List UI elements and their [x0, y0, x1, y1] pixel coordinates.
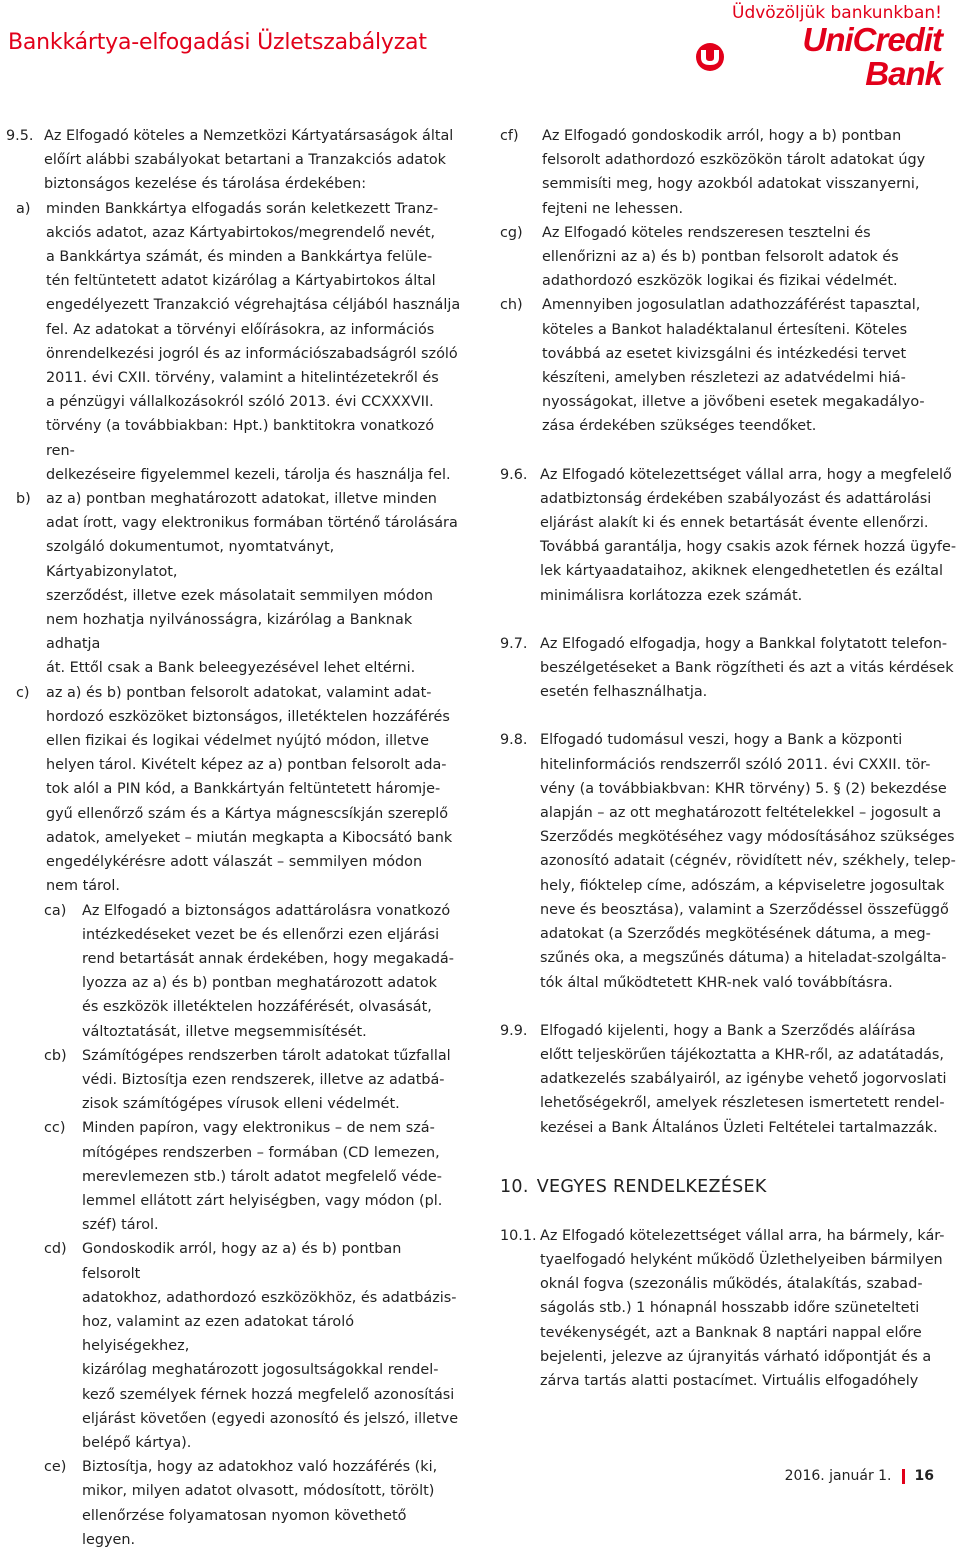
item-c	[6, 681, 464, 899]
item-label: b)	[16, 491, 31, 508]
item-b	[6, 487, 464, 681]
clause-text	[540, 463, 960, 608]
section-number: 10.	[500, 1176, 529, 1197]
item-a	[6, 197, 464, 487]
item-label: ch)	[500, 297, 523, 314]
clause-text	[540, 1019, 960, 1140]
spacer	[500, 995, 960, 1019]
spacer	[500, 1200, 960, 1224]
text-line: nem hozhatja nyilvánosságra, kizárólag a Banknak adhatja	[46, 612, 413, 653]
text-line: és eszközök illetéktelen hozzáférését, olvasását,	[82, 999, 432, 1016]
footer-date: 2016. január 1.	[784, 1468, 892, 1484]
text-line: adat írott, vagy elektronikus formában történő tárolására	[46, 515, 458, 532]
text-line: hordozó eszközöket biztonságos, illetéktelen hozzáférés	[46, 708, 450, 725]
text-line: változtatását, illetve megsemmisítését.	[82, 1023, 367, 1040]
text-line: akciós adatot, azaz Kártyabirtokos/megrendelő nevét,	[46, 224, 436, 241]
bank-logo	[692, 2, 942, 91]
text-line: adatok, amelyeket – miután megkapta a Kibocsátó bank	[46, 829, 453, 846]
item-label: cd)	[44, 1241, 67, 1258]
text-line: delkezéseire figyelemmel kezeli, tárolja és használja fel.	[46, 466, 451, 483]
text-line: tevékenységét, azt a Banknak 8 naptári nappal előre	[540, 1324, 922, 1341]
text-line: nyosságokat, illetve a jövőbeni esetek megakadályo-	[542, 394, 925, 411]
text-line: Az Elfogadó kötelezettséget vállal arra, ha bármely, kár-	[540, 1227, 945, 1244]
text-line: szerződést, illetve ezek másolatait semmilyen módon	[46, 587, 434, 604]
clause-9-6	[500, 463, 960, 608]
item-text	[82, 1044, 464, 1117]
text-line: tyaelfogadó helyként működő Üzlethelyeiben bármilyen	[540, 1251, 943, 1268]
text-line: önrendelkezési jogról és az információszabadságról szóló	[46, 345, 458, 362]
item-text	[46, 681, 464, 899]
text-line: eljárást követően (egyedi azonosító és jelszó, illetve	[82, 1410, 459, 1427]
clause-text	[540, 632, 960, 705]
item-text	[542, 221, 960, 294]
left-column	[6, 124, 464, 1552]
text-line: hely, fióktelep címe, adószám, a képviseletre jogosultak	[540, 877, 945, 894]
item-text	[46, 487, 464, 681]
text-line: továbbá az esetet kivizsgálni és intézkedési tervet	[542, 345, 907, 362]
page-number: 16	[914, 1468, 934, 1484]
spacer	[500, 704, 960, 728]
text-line: tok alól a PIN kód, a Bankkártyán feltüntetett háromje-	[46, 781, 441, 798]
text-line: előtt teljeskörűen tájékoztatta a KHR-ről, az adatátadás,	[540, 1046, 944, 1063]
text-line: Az Elfogadó köteles rendszeresen tesztelni és	[542, 224, 871, 241]
clause-10-1	[500, 1224, 960, 1393]
item-ch	[500, 293, 960, 438]
text-line: szolgáló dokumentumot, nyomtatványt, Kártyabizonylatot,	[46, 539, 335, 580]
clause-text	[540, 1224, 960, 1393]
text-line: adatkezelés szabályairól, az igénybe vehető jogorvoslati	[540, 1071, 947, 1088]
item-ca	[6, 899, 464, 1044]
item-text	[82, 899, 464, 1044]
text-line: adatokat (a Szerződés megkötésének dátuma, a meg-	[540, 926, 931, 943]
text-line: kezései a Bank Általános Üzleti Feltételei tartalmazzák.	[540, 1119, 938, 1136]
page-footer	[785, 1468, 934, 1484]
clause-9-5	[6, 124, 464, 197]
text-line: biztonságos kezelése és tárolása érdekében:	[44, 176, 367, 193]
text-line: neve és beosztása), valamint a Szerződéssel összefüggő	[540, 901, 949, 918]
text-line: Minden papíron, vagy elektronikus – de nem szá-	[82, 1120, 435, 1137]
item-text	[542, 124, 960, 221]
spacer	[500, 1140, 960, 1174]
text-line: fel. Az adatokat a törvényi előírásokra, az információs	[46, 321, 435, 338]
text-line: széf) tárol.	[82, 1217, 159, 1234]
clause-number: 10.1.	[500, 1227, 537, 1244]
text-line: Elfogadó kijelenti, hogy a Bank a Szerződés aláírása	[540, 1022, 916, 1039]
document-title: Bankkártya-elfogadási Üzletszabályzat	[8, 30, 427, 55]
text-line: Szerződés megkötéséhez vagy módosításához szükséges	[540, 829, 955, 846]
text-line: lemmel ellátott zárt helyiségben, vagy módon (pl.	[82, 1192, 443, 1209]
text-line: az a) pontban meghatározott adatokat, illetve minden	[46, 491, 437, 508]
text-line: rend betartását annak érdekében, hogy megakadá-	[82, 950, 454, 967]
text-line: vény (a továbbiakbvan: KHR törvény) 5. § (2) bekezdése	[540, 780, 947, 797]
item-text	[82, 1237, 464, 1455]
text-line: adatokhoz, adathordozó eszközökhöz, és adatbázis-	[82, 1289, 457, 1306]
text-line: belépő kártya).	[82, 1434, 192, 1451]
item-cg	[500, 221, 960, 294]
item-cb	[6, 1044, 464, 1117]
text-line: ellen fizikai és logikai védelmet nyújtó módon, illetve	[46, 733, 429, 750]
text-line: Az Elfogadó köteles a Nemzetközi Kártyatársaságok által	[44, 128, 454, 144]
clause-text	[44, 124, 464, 197]
right-column	[500, 124, 960, 1393]
text-line: a Bankkártya számát, és minden a Bankkártya felüle-	[46, 249, 433, 266]
text-line: Az Elfogadó kötelezettséget vállal arra, hogy a megfelelő	[540, 466, 952, 483]
clause-number: 9.7.	[500, 635, 528, 652]
text-line: minden Bankkártya elfogadás során keletkezett Tranz-	[46, 200, 439, 217]
item-text	[82, 1116, 464, 1237]
text-line: semmisíti meg, hogy azokból adatokat visszanyerni,	[542, 176, 920, 193]
item-label: cb)	[44, 1047, 67, 1064]
text-line: Az Elfogadó gondoskodik arról, hogy a b) pontban	[542, 128, 902, 144]
section-title: VEGYES RENDELKEZÉSEK	[536, 1176, 767, 1197]
clause-9-7	[500, 632, 960, 705]
clause-number: 9.8.	[500, 732, 528, 749]
item-label: ce)	[44, 1459, 67, 1476]
item-label: cc)	[44, 1120, 66, 1137]
text-line: felsorolt adathordozó eszközökön tárolt adatokat úgy	[542, 152, 926, 169]
text-line: mikor, milyen adatot olvasott, módosított, törölt)	[82, 1483, 435, 1500]
text-line: az a) és b) pontban felsorolt adatokat, valamint adat-	[46, 684, 432, 701]
text-line: készíteni, amelyben részletezi az adatvédelmi hiá-	[542, 370, 906, 387]
text-line: lek kártyaadataihoz, akiknek elengedhetetlen és ezáltal	[540, 563, 943, 580]
text-line: hitelinformációs rendszerről szóló 2011. évi CXXII. tör-	[540, 756, 931, 773]
text-line: azonosító adatait (cégnév, rövidített név, székhely, telep-	[540, 853, 956, 870]
item-label: a)	[16, 200, 31, 217]
text-line: mítógépes rendszerben – formában (CD lemezen,	[82, 1144, 440, 1161]
text-line: adathordozó eszközök logikai és fizikai védelmét.	[542, 273, 898, 290]
welcome-text: Üdvözöljük bankunkban!	[732, 3, 942, 23]
item-cd	[6, 1237, 464, 1455]
clause-9-8	[500, 728, 960, 994]
text-line: ellenőrizni az a) és b) pontban felsorolt adatok és	[542, 249, 899, 266]
text-line: a pénzügyi vállalkozásokról szóló 2013. évi CCXXXVII.	[46, 394, 434, 411]
text-line: nem tárol.	[46, 878, 121, 895]
brand-name: UniCredit Bank	[802, 21, 942, 92]
text-line: hoz, valamint az ezen adatokat tároló helyiségekhez,	[82, 1313, 355, 1355]
brand-row	[692, 23, 942, 91]
text-line: bejelenti, jelezve az újranyitás várható időpontját és a	[540, 1348, 932, 1365]
text-line: Amennyiben jogosulatlan adathozzáférést tapasztal,	[542, 297, 921, 314]
text-line: kező személyek férnek hozzá megfelelő azonosítási	[82, 1386, 455, 1403]
item-cc	[6, 1116, 464, 1237]
text-line: oknál fogva (szezonális működés, átalakítás, szabad-	[540, 1276, 923, 1293]
item-ce	[6, 1455, 464, 1552]
text-line: beszélgetéseket a Bank rögzítheti és azt a vitás kérdések	[540, 660, 954, 677]
text-line: védi. Biztosítja ezen rendszerek, illetve az adatbá-	[82, 1071, 445, 1088]
text-line: merevlemezen stb.) tárolt adatot megfelelő véde-	[82, 1168, 442, 1185]
text-line: Elfogadó tudomásul veszi, hogy a Bank a központi	[540, 732, 903, 749]
clause-text	[540, 728, 960, 994]
clause-number: 9.5.	[6, 128, 34, 144]
text-line: Az Elfogadó a biztonságos adattárolásra vonatkozó	[82, 902, 451, 919]
text-line: ságolás stb.) 1 hónapnál hosszabb időre szünetelteti	[540, 1300, 920, 1317]
text-line: zása érdekében szükséges teendőket.	[542, 418, 817, 435]
text-line: 2011. évi CXII. törvény, valamint a hitelintézetekről és	[46, 370, 439, 387]
clause-9-9	[500, 1019, 960, 1140]
unicredit-logo-icon	[692, 42, 728, 72]
text-line: minimálisra korlátozza ezek számát.	[540, 587, 803, 604]
text-line: ellenőrzése folyamatosan nyomon követhető legyen.	[82, 1507, 407, 1548]
item-text	[542, 293, 960, 438]
spacer	[500, 608, 960, 632]
clause-number: 9.9.	[500, 1022, 528, 1039]
text-line: engedélyezett Tranzakció végrehajtása céljából használja	[46, 297, 461, 314]
text-line: eljárást alakít ki és ennek betartását évente ellenőrzi.	[540, 515, 929, 532]
text-line: lyozza az a) és b) pontban meghatározott adatok	[82, 975, 437, 992]
text-line: előírt alábbi szabályokat betartani a Tranzakciós adatok	[44, 152, 447, 169]
spacer	[500, 439, 960, 463]
text-line: esetén felhasználhatja.	[540, 684, 708, 701]
item-cf	[500, 124, 960, 221]
text-line: át. Ettől csak a Bank beleegyezésével lehet eltérni.	[46, 660, 416, 677]
text-line: tén feltüntetett adatot kizárólag a Kártyabirtokos által	[46, 273, 436, 290]
text-line: tók által működtetett KHR-nek való továbbításra.	[540, 974, 893, 991]
text-line: szűnés oka, a megszűnés dátuma) a hiteladat-szolgálta-	[540, 950, 947, 967]
text-line: Továbbá garantálja, hogy csakis azok férnek hozzá ügyfe-	[540, 539, 957, 556]
footer-divider	[902, 1469, 905, 1484]
item-label: ca)	[44, 902, 67, 919]
text-line: engedélykérésre adott válaszát – semmilyen módon	[46, 854, 423, 871]
text-line: zisok számítógépes vírusok elleni védelmét.	[82, 1096, 400, 1113]
text-line: Biztosítja, hogy az adatokhoz való hozzáférés (ki,	[82, 1459, 438, 1476]
item-text	[82, 1455, 464, 1552]
text-line: kizárólag meghatározott jogosultságokkal rendel-	[82, 1362, 439, 1379]
item-label: cf)	[500, 128, 519, 144]
text-line: zárva tartás alatti postacímet. Virtuális elfogadóhely	[540, 1372, 919, 1389]
text-line: köteles a Bankot haladéktalanul értesíteni. Köteles	[542, 321, 908, 338]
text-line: Gondoskodik arról, hogy az a) és b) pontban felsorolt	[82, 1241, 402, 1282]
text-line: lehetőségekről, amelyek részletesen ismertetett rendel-	[540, 1095, 945, 1112]
text-line: gyű ellenőrző szám és a Kártya mágnescsíkján szereplő	[46, 805, 449, 822]
item-text	[46, 197, 464, 487]
text-line: helyen tárol. Kivételt képez az a) pontban felsorolt ada-	[46, 757, 447, 774]
text-line: Az Elfogadó elfogadja, hogy a Bankkal folytatott telefon-	[540, 635, 948, 652]
text-line: törvény (a továbbiakban: Hpt.) banktitokra vonatkozó ren-	[46, 418, 435, 459]
text-line: Számítógépes rendszerben tárolt adatokat tűzfallal	[82, 1047, 451, 1064]
text-line: fejteni ne lehessen.	[542, 200, 684, 217]
section-heading	[500, 1174, 960, 1200]
text-line: alapján – az ott meghatározott feltételekkel – jogosult a	[540, 805, 942, 822]
text-line: intézkedéseket vezet be és ellenőrzi ezen eljárási	[82, 926, 440, 943]
text-line: adatbiztonság érdekében szabályozást és adattárolási	[540, 490, 932, 507]
item-label: c)	[16, 684, 30, 701]
item-label: cg)	[500, 224, 523, 241]
clause-number: 9.6.	[500, 466, 528, 483]
